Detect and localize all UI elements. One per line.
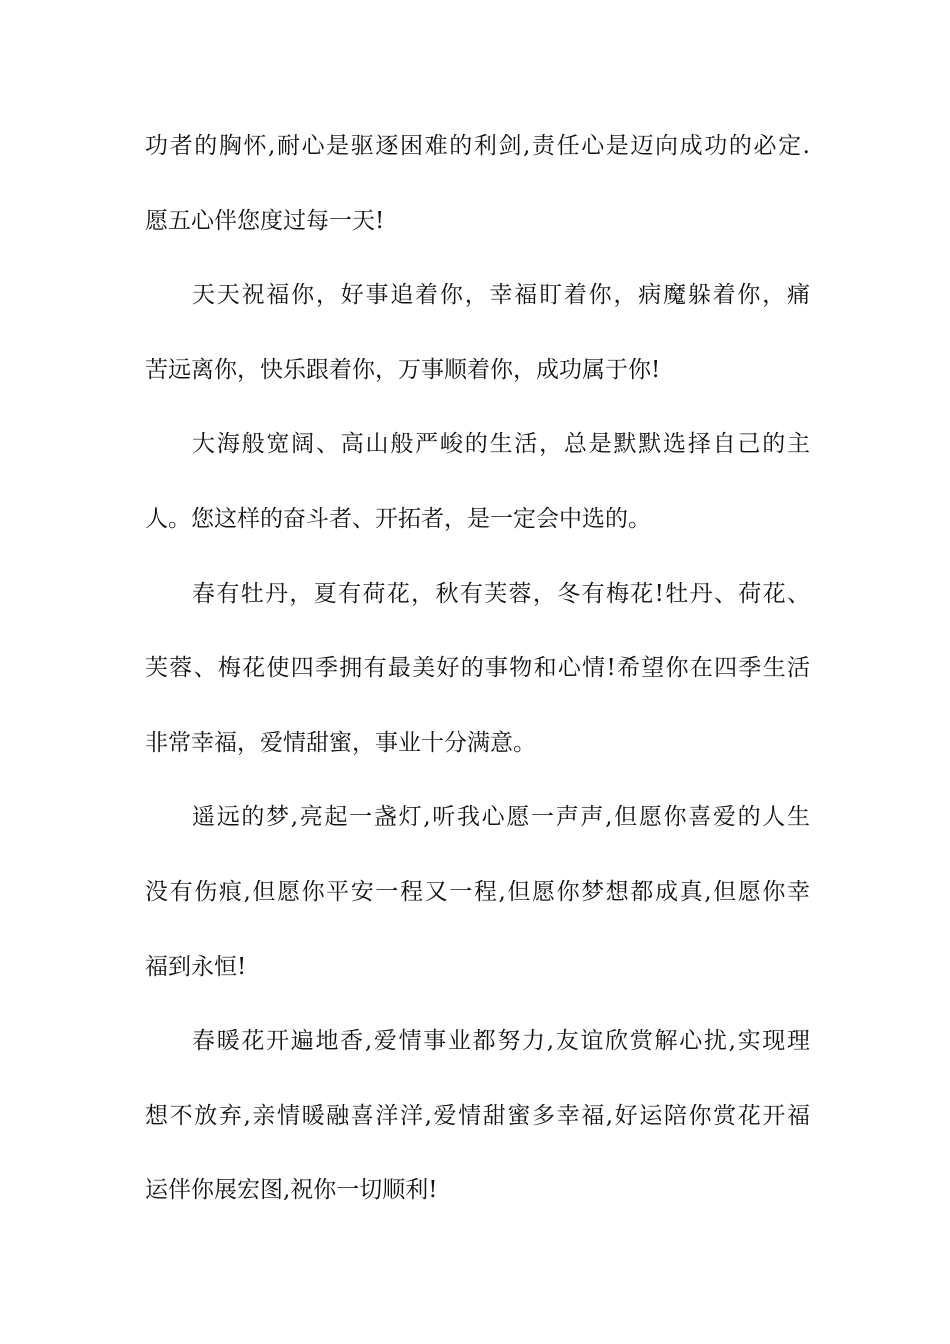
- text-line: 非常幸福，爱情甜蜜，事业十分满意。: [145, 729, 536, 756]
- document-body: [145, 116, 810, 1235]
- text-line: 人。您这样的奋斗者、开拓者，是一定会中选的。: [145, 505, 651, 532]
- paragraph: [145, 265, 810, 414]
- paragraph: [145, 564, 810, 788]
- text-line: 功者的胸怀,耐心是驱逐困难的利剑,责任心是迈向成功的必定.: [145, 133, 810, 159]
- text-line: 芙蓉、梅花使四季拥有最美好的事物和心情!希望你在四季生活: [145, 655, 810, 682]
- text-line: 运伴你展宏图,祝你一切顺利!: [145, 1177, 438, 1204]
- paragraph: [145, 414, 810, 563]
- text-line: 没有伤痕,但愿你平安一程又一程,但愿你梦想都成真,但愿你幸: [145, 878, 810, 905]
- text-line: 大海般宽阔、高山般严峻的生活，总是默默选择自己的主: [192, 431, 810, 458]
- text-line: 遥远的梦,亮起一盏灯,听我心愿一声声,但愿你喜爱的人生: [192, 804, 810, 831]
- text-line: 春暖花开遍地香,爱情事业都努力,友谊欣赏解心扰,实现理: [192, 1028, 810, 1055]
- paragraph: [145, 1011, 810, 1235]
- text-line: 天天祝福你，好事追着你，幸福盯着你，病魔躲着你，痛: [192, 282, 810, 309]
- text-line: 苦远离你，快乐跟着你，万事顺着你，成功属于你!: [145, 356, 661, 383]
- text-line: 福到永恒!: [145, 953, 247, 980]
- paragraph: [145, 116, 810, 265]
- paragraph: [145, 787, 810, 1011]
- text-line: 愿五心伴您度过每一天!: [145, 207, 385, 234]
- text-line: 春有牡丹，夏有荷花，秋有芙蓉，冬有梅花!牡丹、荷花、: [192, 580, 810, 607]
- text-line: 想不放弃,亲情暖融喜洋洋,爱情甜蜜多幸福,好运陪你赏花开福: [145, 1102, 810, 1129]
